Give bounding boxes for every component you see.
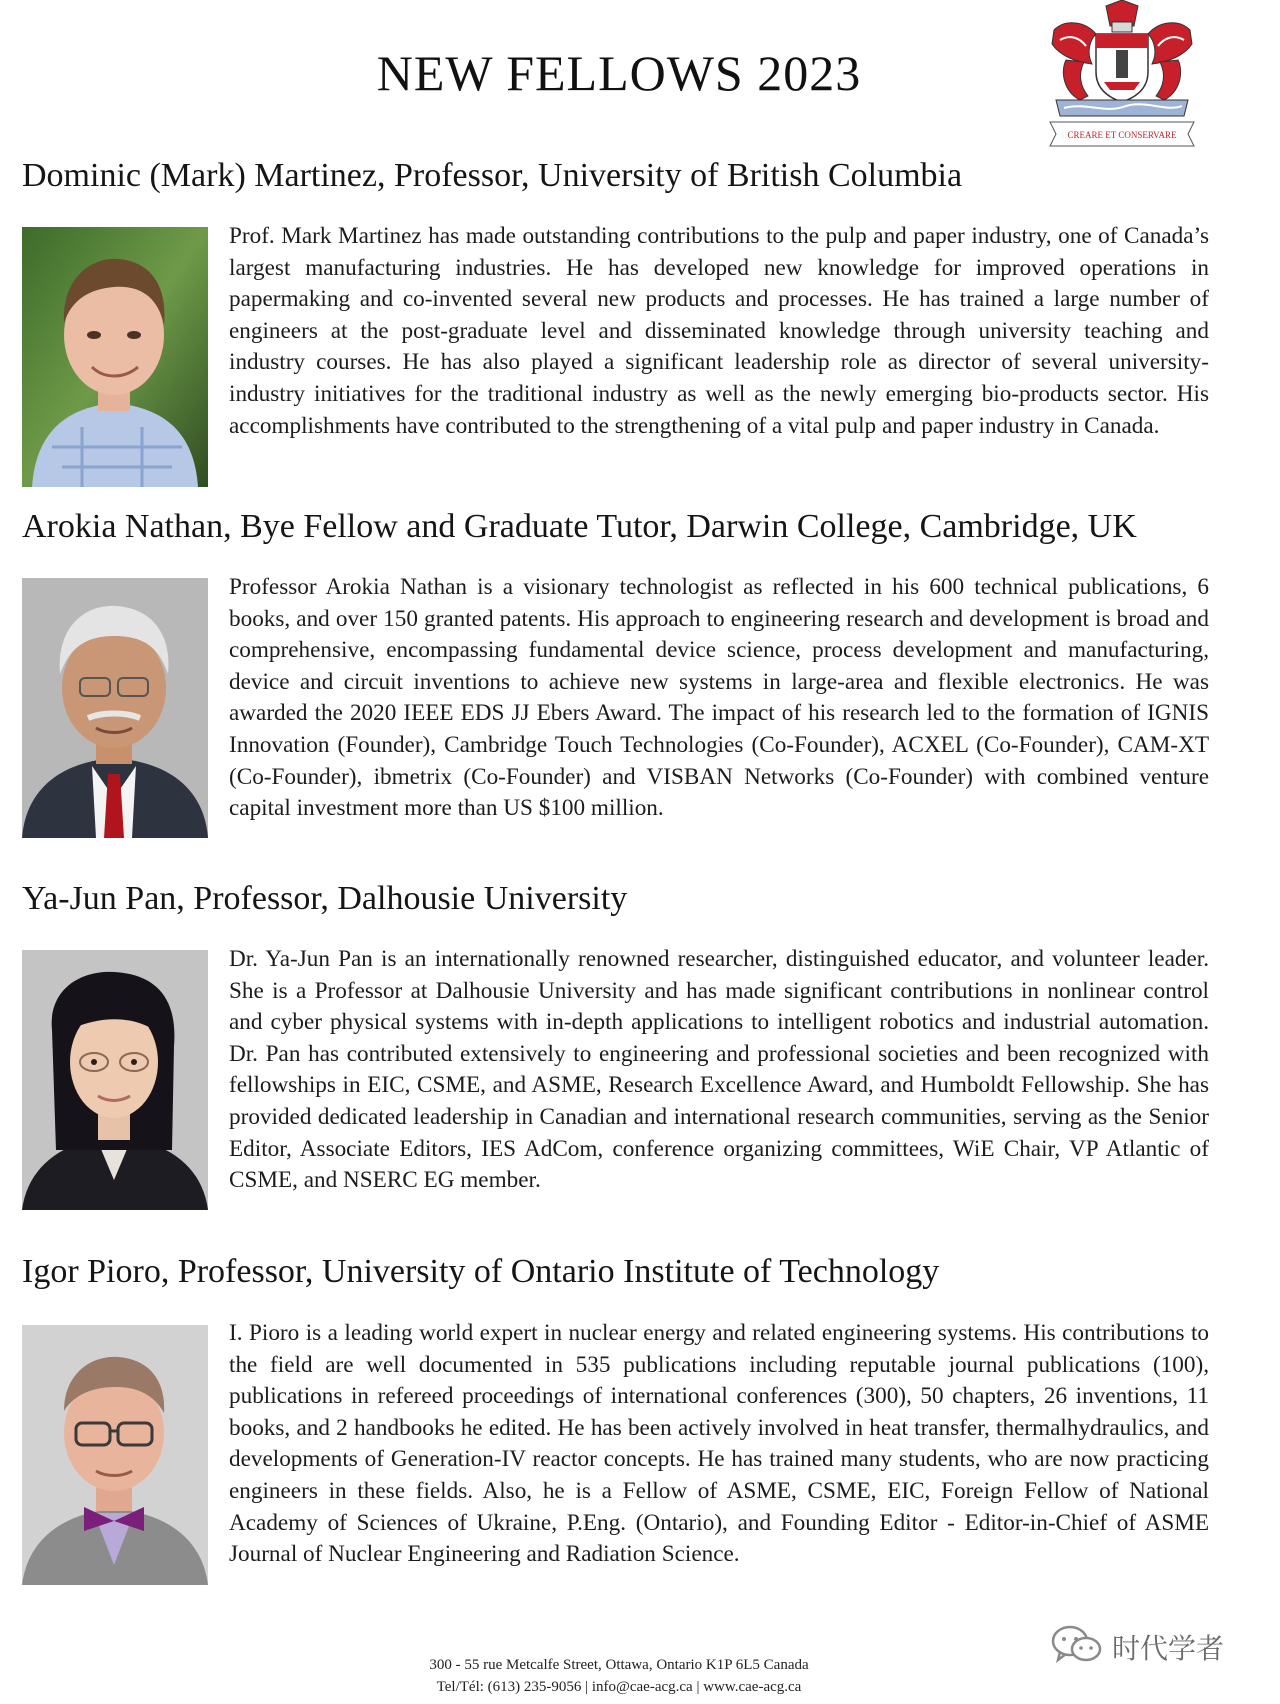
fellow-bio: Professor Arokia Nathan is a visionary technologist as reflected in his 600 technical publications, 6 books, and over 150 granted patents. His approach to engineering research and development is broad and comprehensive, encompassing fundamental device science, process development and manufacturing, device and circuit inventions to achieve new systems in large-area and flexible electronics. He was awarded the 2020 IEEE EDS JJ Ebers Award. The impact of his research led to the formation of IGNIS Innovation (Founder), Cambridge Touch Technologies (Co-Founder), ACXEL (Co-Founder), CAM-XT (Co-Founder), ibmetrix (Co-Founder) and VISBAN Networks (Co-Founder) with combined venture capital investment more than US $100 million. [229, 574, 1209, 822]
footer-contact: Tel/Tél: (613) 235-9056 | info@cae-acg.ca | www.cae-acg.ca [436, 1679, 802, 1695]
crest-motto: CREARE ET CONSERVARE [1067, 130, 1177, 140]
portrait-photo [22, 1325, 208, 1585]
portrait-photo [22, 578, 208, 838]
footer-address: 300 - 55 rue Metcalfe Street, Ottawa, Ontario K1P 6L5 Canada [429, 1657, 809, 1673]
fellow-name: Ya-Jun Pan, Professor, Dalhousie University [22, 880, 628, 917]
fellow-name: Arokia Nathan, Bye Fellow and Graduate Tutor, Darwin College, Cambridge, UK [22, 508, 1137, 545]
watermark-text: 时代学者 [1112, 1631, 1225, 1665]
page-title: NEW FELLOWS 2023 [376, 45, 862, 101]
portrait-photo [22, 950, 208, 1210]
fellow-name: Dominic (Mark) Martinez, Professor, University of British Columbia [22, 157, 963, 194]
wechat-icon [1050, 1624, 1104, 1669]
fellow-name: Igor Pioro, Professor, University of Ontario Institute of Technology [22, 1253, 940, 1290]
fellow-bio: Dr. Ya-Jun Pan is an internationally renowned researcher, distinguished educator, and volunteer leader. She is a Professor at Dalhousie University and has made significant contributions in nonlinear control and cyber physical systems with in-depth applications to intelligent robotics and industrial automation. Dr. Pan has contributed extensively to engineering and professional societies and been recognized with fellowships in EIC, CSME, and ASME, Research Excellence Award, and Humboldt Fellowship. She has provided dedicated leadership in Canadian and international research communities, serving as the Senior Editor, Associate Editors, IES AdCom, conference organizing committees, WiE Chair, VP Atlantic of CSME, and NSERC EG member. [229, 946, 1209, 1194]
portrait-photo [22, 227, 208, 487]
cae-crest-icon [1046, 0, 1198, 148]
fellow-bio: I. Pioro is a leading world expert in nuclear energy and related engineering systems. His contributions to the field are well documented in 535 publications including reputable journal publications (100), publications in refereed proceedings of international conferences (300), 50 chapters, 26 inventions, 11 books, and 2 handbooks he edited. He has been actively involved in heat transfer, thermalhydraulics, and developments of Generation-IV reactor concepts. He has trained many students, who are now practicing engineers in these fields. Also, he is a Fellow of ASME, CSME, EIC, Foreign Fellow of National Academy of Sciences of Ukraine, P.Eng. (Ontario), and Founding Editor - Editor-in-Chief of ASME Journal of Nuclear Engineering and Radiation Science. [229, 1320, 1209, 1568]
fellow-bio: Prof. Mark Martinez has made outstanding contributions to the pulp and paper industry, one of Canada’s largest manufacturing industries. He has developed new knowledge for improved operations in papermaking and co-invented several new products and processes. He has trained a large number of engineers at the post-graduate level and disseminated knowledge through university teaching and industry courses. He has also played a significant leadership role as director of several university-industry initiatives for the traditional industry as well as the newly emerging bio-products sector. His accomplishments have contributed to the strengthening of a vital pulp and paper industry in Canada. [229, 223, 1209, 439]
wechat-watermark [1050, 1624, 1224, 1669]
